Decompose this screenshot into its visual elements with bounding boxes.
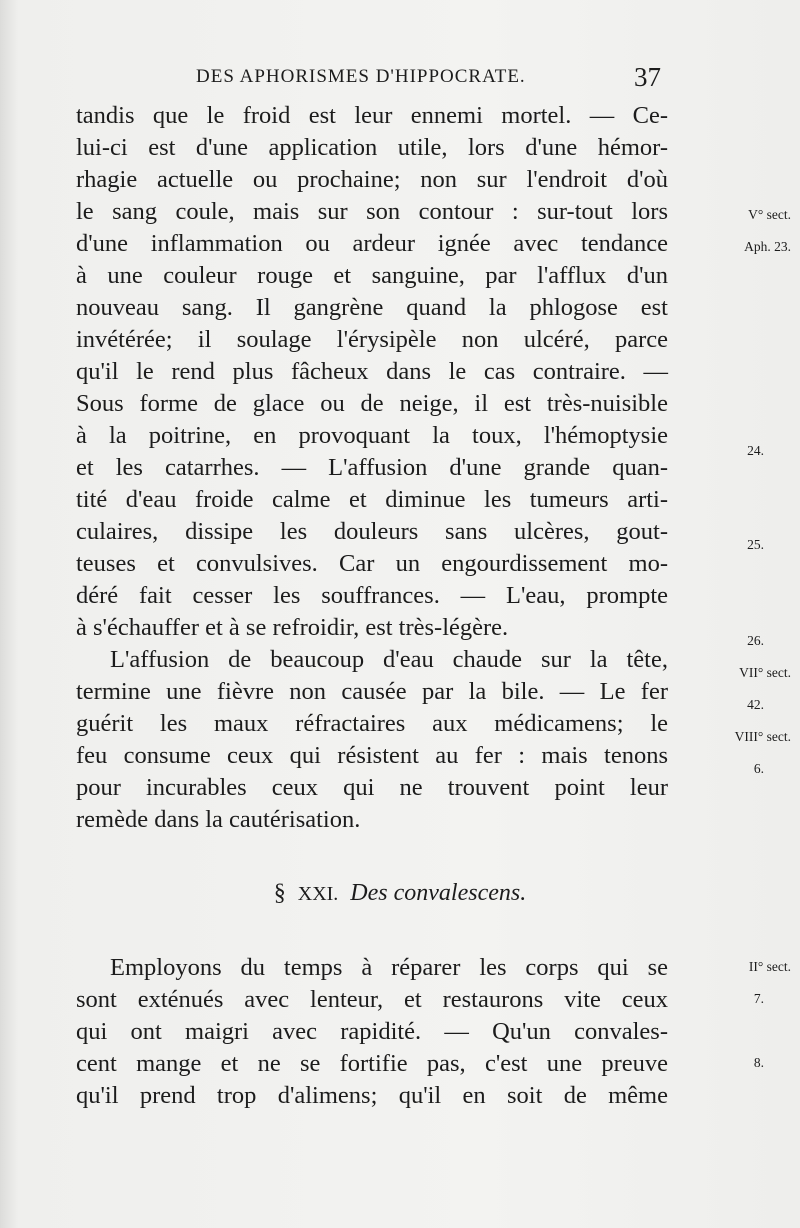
text-line: culaires, dissipe les douleurs sans ulcères, gout- [76,518,668,545]
running-header: DES APHORISMES D'HIPPOCRATE. [196,66,526,87]
text-line: pour incurables ceux qui ne trouvent point leur [76,774,668,801]
text-line: à la poitrine, en provoquant la toux, l'hémoptysie [76,422,668,449]
margin-note: II° sect. [748,959,791,974]
margin-note: VIII° sect. [734,729,791,744]
text-line: sont exténués avec lenteur, et restaurons vite ceux [76,986,668,1013]
text-line: lui-ci est d'une application utile, lors d'une hémor- [76,134,668,161]
margin-note: VII° sect. [739,665,791,680]
margin-note: 8. [753,1055,764,1070]
text-line: qu'il le rend plus fâcheux dans le cas contraire. — [76,358,668,385]
margin-note: 6. [753,761,764,776]
text-line: tandis que le froid est leur ennemi mortel. — Ce- [76,102,668,129]
margin-note: V° sect. [748,207,791,222]
text-line: d'une inflammation ou ardeur ignée avec tendance [76,230,668,257]
text-line: termine une fièvre non causée par la bile. — Le fer [76,678,668,705]
page-number: 37 [634,62,661,92]
text-line: nouveau sang. Il gangrène quand la phlogose est [76,294,668,321]
text-line: L'affusion de beaucoup d'eau chaude sur la tête, [110,646,668,673]
text-line: Employons du temps à réparer les corps qui se [110,954,668,981]
section-number: XXI. [297,883,339,905]
text-line: à s'échauffer et à se refroidir, est très-légère. [76,614,509,641]
section-symbol: § [273,880,286,906]
margin-note: 24. [747,443,764,458]
margin-note: 26. [747,633,764,648]
margin-note: 7. [753,991,764,1006]
text-line: à une couleur rouge et sanguine, par l'afflux d'un [76,262,668,289]
margin-note: 42. [747,697,764,712]
text-line: feu consume ceux qui résistent au fer : mais tenons [76,742,668,769]
section-title: Des convalescens. [350,880,527,906]
text-line: remède dans la cautérisation. [76,806,361,833]
text-line: qu'il prend trop d'alimens; qu'il en soit de même [76,1082,668,1109]
section-heading [0,880,800,907]
text-line: qui ont maigri avec rapidité. — Qu'un convales- [76,1018,668,1045]
text-line: guérit les maux réfractaires aux médicamens; le [76,710,668,737]
text-line: Sous forme de glace ou de neige, il est très-nuisible [76,390,668,417]
text-line: rhagie actuelle ou prochaine; non sur l'endroit d'où [76,166,668,193]
margin-note: Aph. 23. [744,239,791,254]
text-line: cent mange et ne se fortifie pas, c'est une preuve [76,1050,668,1077]
text-line: déré fait cesser les souffrances. — L'eau, prompte [76,582,668,609]
text-line: tité d'eau froide calme et diminue les tumeurs arti- [76,486,668,513]
margin-note: 25. [747,537,764,552]
text-line: et les catarrhes. — L'affusion d'une grande quan- [76,454,668,481]
text-line: invétérée; il soulage l'érysipèle non ulcéré, parce [76,326,668,353]
text-line: teuses et convulsives. Car un engourdissement mo- [76,550,668,577]
text-line: le sang coule, mais sur son contour : sur-tout lors [76,198,668,225]
